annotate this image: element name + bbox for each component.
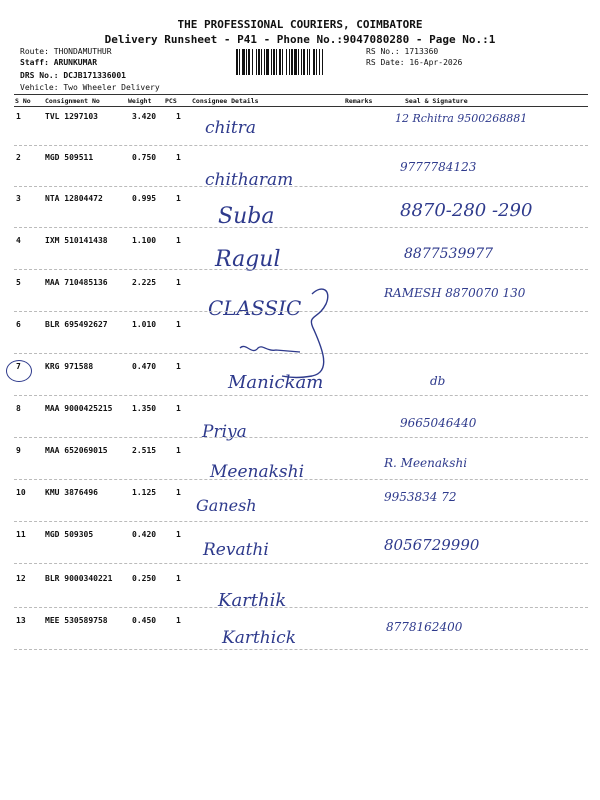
- row-consignment-no: MGD 509511: [45, 153, 94, 162]
- row-sno: 2: [16, 153, 21, 162]
- row-pcs: 1: [176, 236, 181, 245]
- row-consignee-handwritten: Ragul: [215, 247, 281, 272]
- row-seal-signature: 9665046440: [400, 416, 477, 430]
- row-seal-signature: db: [430, 374, 446, 388]
- row-seal-signature: 9953834 72: [384, 490, 457, 504]
- row-weight: 1.100: [132, 236, 157, 245]
- row-consignment-no: TVL 1297103: [45, 112, 98, 121]
- staff-label: Staff: ARUNKUMAR: [20, 58, 98, 67]
- row-pcs: 1: [176, 446, 181, 455]
- row-pcs: 1: [176, 574, 181, 583]
- row-weight: 0.750: [132, 153, 157, 162]
- row-pcs: 1: [176, 194, 181, 203]
- row-seal-signature: 12 Rchitra 9500268881: [395, 112, 528, 125]
- rs-date: RS Date: 16-Apr-2026: [366, 58, 463, 67]
- document-subtitle: Delivery Runsheet - P41 - Phone No.:9047080280 - Page No.:1: [104, 33, 496, 46]
- row-seal-signature: 8877539977: [404, 246, 494, 262]
- col-header-consignee: Consignee Details: [192, 97, 259, 105]
- row-pcs: 1: [176, 488, 181, 497]
- row-pcs: 1: [176, 530, 181, 539]
- row-consignee-handwritten: Suba: [218, 204, 275, 229]
- row-weight: 2.225: [132, 278, 157, 287]
- col-header-weight: Weight: [128, 97, 152, 105]
- col-header-remarks: Remarks: [345, 97, 373, 105]
- row-sno: 3: [16, 194, 21, 203]
- row-sno: 5: [16, 278, 21, 287]
- row-consignment-no: KRG 971588: [45, 362, 94, 371]
- row-sno: 13: [16, 616, 26, 625]
- row-weight: 0.995: [132, 194, 157, 203]
- row-consignee-handwritten: Meenakshi: [210, 462, 305, 482]
- row-consignment-no: MAA 710485136: [45, 278, 108, 287]
- row-sno: 8: [16, 404, 21, 413]
- row-pcs: 1: [176, 404, 181, 413]
- row-consignment-no: NTA 12804472: [45, 194, 103, 203]
- row-pcs: 1: [176, 362, 181, 371]
- col-header-sno: S No: [15, 97, 31, 105]
- col-header-seal: Seal & Signature: [405, 97, 468, 105]
- rs-number: RS No.: 1713360: [366, 47, 439, 56]
- row-sno: 4: [16, 236, 21, 245]
- row-sno: 6: [16, 320, 21, 329]
- row-sno: 7: [16, 362, 21, 371]
- row-pcs: 1: [176, 112, 181, 121]
- row-pcs: 1: [176, 278, 181, 287]
- row-consignee-handwritten: chitharam: [205, 170, 294, 190]
- row-sno: 11: [16, 530, 26, 539]
- vehicle-label: Vehicle: Two Wheeler Delivery: [20, 83, 160, 92]
- row-weight: 1.350: [132, 404, 157, 413]
- row-seal-signature: 8870-280 -290: [400, 200, 533, 221]
- drs-label: DRS No.: DCJB171336001: [20, 71, 126, 80]
- row-seal-signature: R. Meenakshi: [384, 456, 468, 470]
- row-consignment-no: KMU 3876496: [45, 488, 98, 497]
- row-consignee-handwritten: Karthik: [218, 590, 287, 611]
- row-sno: 9: [16, 446, 21, 455]
- row-weight: 1.125: [132, 488, 157, 497]
- row-seal-signature: RAMESH 8870070 130: [384, 286, 526, 300]
- row-sno: 10: [16, 488, 26, 497]
- row-weight: 1.010: [132, 320, 157, 329]
- row-consignee-handwritten: Revathi: [203, 540, 269, 560]
- row-weight: 0.470: [132, 362, 157, 371]
- row-consignee-handwritten: chitra: [205, 118, 256, 138]
- row-consignee-handwritten: Priya: [202, 422, 247, 442]
- row-consignment-no: IXM 510141438: [45, 236, 108, 245]
- row-weight: 3.420: [132, 112, 157, 121]
- row-weight: 0.250: [132, 574, 157, 583]
- row-seal-signature: 9777784123: [400, 160, 477, 174]
- document-title: THE PROFESSIONAL COURIERS, COIMBATORE: [177, 18, 423, 31]
- row-weight: 2.515: [132, 446, 157, 455]
- row-weight: 0.420: [132, 530, 157, 539]
- row-pcs: 1: [176, 616, 181, 625]
- row-consignee-handwritten: Ganesh: [196, 496, 257, 515]
- row-consignee-handwritten: CLASSIC: [208, 296, 302, 320]
- row-consignee-handwritten: Karthick: [222, 628, 297, 648]
- col-header-pcs: PCS: [165, 97, 177, 105]
- route-label: Route: THONDAMUTHUR: [20, 47, 112, 56]
- row-consignment-no: MAA 9000425215: [45, 404, 113, 413]
- col-header-consignment: Consignment No: [45, 97, 100, 105]
- row-seal-signature: 8056729990: [384, 536, 480, 554]
- row-consignment-no: MEE 530589758: [45, 616, 108, 625]
- row-consignment-no: BLR 9000340221: [45, 574, 113, 583]
- row-sno: 12: [16, 574, 26, 583]
- row-consignment-no: MGD 509305: [45, 530, 94, 539]
- row-seal-signature: 8778162400: [386, 620, 463, 634]
- row-sno: 1: [16, 112, 21, 121]
- row-consignment-no: BLR 695492627: [45, 320, 108, 329]
- row-consignee-handwritten: Manickam: [228, 372, 324, 393]
- row-consignment-no: MAA 652069015: [45, 446, 108, 455]
- row-pcs: 1: [176, 153, 181, 162]
- row-weight: 0.450: [132, 616, 157, 625]
- row-pcs: 1: [176, 320, 181, 329]
